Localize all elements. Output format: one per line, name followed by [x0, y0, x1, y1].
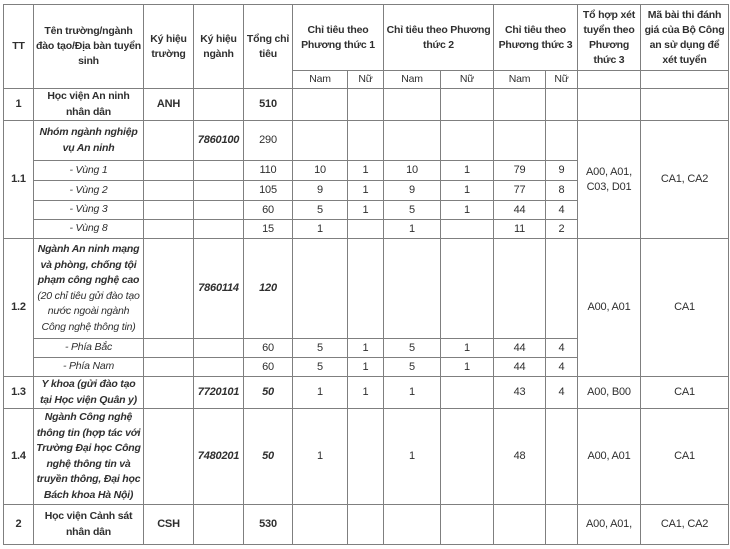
cell-m3-male: 48 [494, 409, 546, 505]
cell-m2-male: 1 [384, 377, 441, 409]
cell-m2-female [441, 409, 494, 505]
cell-region-name: - Vùng 8 [34, 220, 144, 239]
header-exam-sub [641, 71, 729, 89]
cell-total: 290 [244, 121, 293, 161]
major-name-text: Ngành An ninh mạng và phòng, chống tội phạm công nghệ cao [37, 243, 140, 286]
cell-combo: A00, A01 [578, 409, 641, 505]
cell-m2-female: 1 [441, 358, 494, 377]
major-name-note: (20 chỉ tiêu gửi đào tạo nước ngoài ngành Công nghệ thông tin) [37, 289, 140, 333]
cell-total: 15 [244, 220, 293, 239]
cell-tt: 1.4 [4, 409, 34, 505]
cell-m1-male: 1 [293, 409, 348, 505]
cell-m3-female: 4 [546, 377, 578, 409]
cell-region-name: - Vùng 1 [34, 161, 144, 181]
cell-total: 60 [244, 201, 293, 220]
cell-m3-female: 4 [546, 339, 578, 358]
cell-m2-male: 1 [384, 220, 441, 239]
header-m3-male: Nam [494, 71, 546, 89]
cell-total: 510 [244, 89, 293, 121]
cell-major-group-name: Nhóm ngành nghiệp vụ An ninh [34, 121, 144, 161]
cell-region-name: - Vùng 3 [34, 201, 144, 220]
header-method1: Chỉ tiêu theo Phương thức 1 [293, 5, 384, 71]
cell-total: 60 [244, 339, 293, 358]
cell-m2-female: 1 [441, 339, 494, 358]
cell-m1-female: 1 [348, 181, 384, 201]
cell-m2-female: 1 [441, 161, 494, 181]
cell-region-name: - Phía Nam [34, 358, 144, 377]
header-tt: TT [4, 5, 34, 89]
cell-tt: 2 [4, 505, 34, 545]
cell-major-code: 7480201 [194, 409, 244, 505]
cell-total: 50 [244, 409, 293, 505]
header-combo-sub [578, 71, 641, 89]
cell-m3-female [546, 409, 578, 505]
cell-combo: A00, A01, [578, 505, 641, 545]
table-row [4, 89, 729, 121]
cell-total: 110 [244, 161, 293, 181]
cell-exam: CA1 [641, 409, 729, 505]
cell-m2-female: 1 [441, 201, 494, 220]
cell-m1-female: 1 [348, 161, 384, 181]
header-m2-female: Nữ [441, 71, 494, 89]
cell-combo [578, 89, 641, 121]
table-row [4, 239, 729, 339]
cell-m2-male: 1 [384, 409, 441, 505]
cell-combo: A00, B00 [578, 377, 641, 409]
cell-school-name: Học viện An ninh nhân dân [34, 89, 144, 121]
header-m1-male: Nam [293, 71, 348, 89]
table-row [4, 409, 729, 505]
cell-exam: CA1 [641, 377, 729, 409]
cell-combo: A00, A01 [578, 239, 641, 377]
cell-m2-male: 10 [384, 161, 441, 181]
cell-region-name: - Phía Bắc [34, 339, 144, 358]
cell-m2-female: 1 [441, 181, 494, 201]
cell-m1-male: 1 [293, 220, 348, 239]
cell-region-name: - Vùng 2 [34, 181, 144, 201]
cell-m1-male: 10 [293, 161, 348, 181]
cell-m1-female: 1 [348, 201, 384, 220]
cell-tt: 1.3 [4, 377, 34, 409]
cell-m2-male: 5 [384, 339, 441, 358]
header-name: Tên trường/ngành đào tạo/Địa bàn tuyển sinh [34, 5, 144, 89]
cell-m3-male: 77 [494, 181, 546, 201]
cell-m3-male: 44 [494, 339, 546, 358]
cell-m3-male: 44 [494, 358, 546, 377]
table-row [4, 377, 729, 409]
cell-school-code: CSH [144, 505, 194, 545]
cell-m2-male: 5 [384, 201, 441, 220]
cell-major-group-name: Y khoa (gửi đào tạo tại Học viện Quân y) [34, 377, 144, 409]
cell-m3-male: 79 [494, 161, 546, 181]
table-row [4, 121, 729, 161]
cell-m3-male: 44 [494, 201, 546, 220]
header-row-main [4, 5, 729, 71]
cell-m1-female: 1 [348, 358, 384, 377]
cell-total: 120 [244, 239, 293, 339]
cell-m1-male: 5 [293, 201, 348, 220]
cell-major-code: 7860100 [194, 121, 244, 161]
cell-total: 60 [244, 358, 293, 377]
cell-m3-male: 11 [494, 220, 546, 239]
cell-m3-female: 9 [546, 161, 578, 181]
header-method3: Chỉ tiêu theo Phương thức 3 [494, 5, 578, 71]
cell-school-code: ANH [144, 89, 194, 121]
cell-m1-male: 5 [293, 339, 348, 358]
header-school-code: Ký hiệu trường [144, 5, 194, 89]
cell-m1-female: 1 [348, 377, 384, 409]
cell-m3-female: 4 [546, 201, 578, 220]
cell-major-code: 7720101 [194, 377, 244, 409]
admission-quota-table [3, 4, 729, 545]
cell-exam: CA1, CA2 [641, 505, 729, 545]
cell-m3-female: 4 [546, 358, 578, 377]
cell-major-code [194, 505, 244, 545]
cell-total: 50 [244, 377, 293, 409]
cell-m1-male: 9 [293, 181, 348, 201]
cell-m2-female [441, 377, 494, 409]
cell-tt: 1.2 [4, 239, 34, 377]
cell-total: 105 [244, 181, 293, 201]
cell-tt: 1.1 [4, 121, 34, 239]
cell-exam: CA1, CA2 [641, 121, 729, 239]
header-method2: Chỉ tiêu theo Phương thức 2 [384, 5, 494, 71]
cell-m3-male: 43 [494, 377, 546, 409]
cell-major-code: 7860114 [194, 239, 244, 339]
cell-m1-female: 1 [348, 339, 384, 358]
cell-m1-male: 5 [293, 358, 348, 377]
cell-m2-male: 9 [384, 181, 441, 201]
table-row [4, 505, 729, 545]
header-combo: Tổ hợp xét tuyển theo Phương thức 3 [578, 5, 641, 71]
header-m3-female: Nữ [546, 71, 578, 89]
header-m1-female: Nữ [348, 71, 384, 89]
cell-major-group-name [34, 239, 144, 339]
cell-school-name: Học viện Cảnh sát nhân dân [34, 505, 144, 545]
cell-exam [641, 89, 729, 121]
cell-major-code [194, 89, 244, 121]
header-m2-male: Nam [384, 71, 441, 89]
header-exam-code: Mã bài thi đánh giá của Bộ Công an sử dụng để xét tuyển [641, 5, 729, 71]
cell-m1-male: 1 [293, 377, 348, 409]
cell-m1-female [348, 220, 384, 239]
cell-combo: A00, A01, C03, D01 [578, 121, 641, 239]
cell-m3-female: 2 [546, 220, 578, 239]
cell-exam: CA1 [641, 239, 729, 377]
header-total: Tổng chỉ tiêu [244, 5, 293, 89]
cell-tt: 1 [4, 89, 34, 121]
header-major-code: Ký hiệu ngành [194, 5, 244, 89]
cell-m2-female [441, 220, 494, 239]
cell-total: 530 [244, 505, 293, 545]
cell-m1-female [348, 409, 384, 505]
cell-m2-male: 5 [384, 358, 441, 377]
cell-m3-female: 8 [546, 181, 578, 201]
cell-major-group-name: Ngành Công nghệ thông tin (hợp tác với Trường Đại học Công nghệ thông tin và truyền thông, Đại học Bách khoa Hà Nội) [34, 409, 144, 505]
